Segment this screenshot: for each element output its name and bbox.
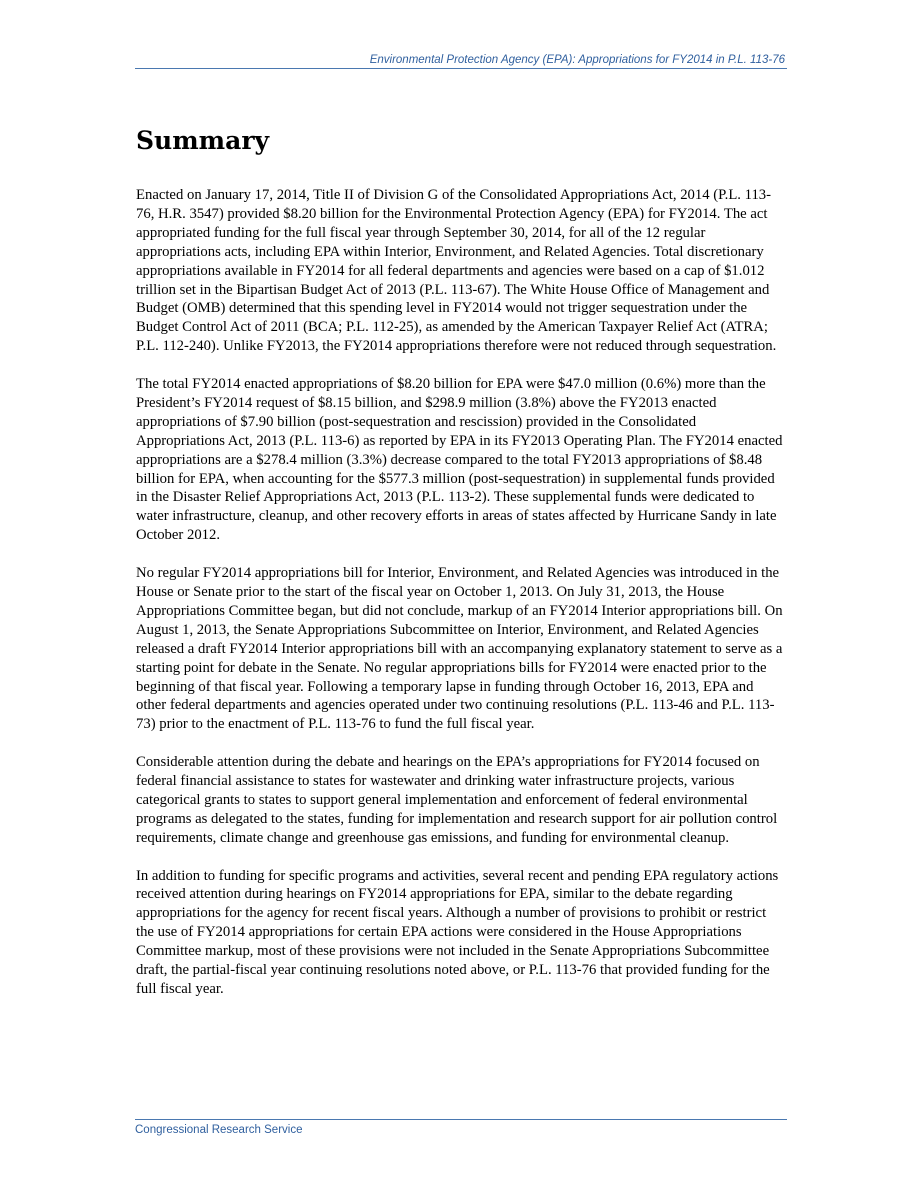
paragraph-4: Considerable attention during the debate and hearings on the EPA’s appropriations for FY2014 focused on federal financial assistance to states for wastewater and drinking water infrastructure projects, various categorical grants to states to support general implementation and enforcement of federal environmental programs as delegated to the states, funding for implementation and research support for air pollution control requirements, climate change and greenhouse gas emissions, and funding for environmental cleanup. (136, 754, 778, 846)
section-heading: Summary (136, 126, 270, 155)
running-footer (135, 1119, 787, 1136)
header-title: Environmental Protection Agency (EPA): Appropriations for FY2014 in P.L. 113-76 (369, 54, 785, 66)
paragraph-1: Enacted on January 17, 2014, Title II of Division G of the Consolidated Appropriations Act, 2014 (P.L. 113-76, H.R. 3547) provided $8.20 billion for the Environmental Protection Agency (EPA) for FY2014. The act appropriated funding for the full fiscal year through September 30, 2014, for all of the 12 regular appropriations acts, including EPA within Interior, Environment, and Related Agencies. Total discretionary appropriations available in FY2014 for all federal departments and agencies were based on a cap of $1.012 trillion set in the Bipartisan Budget Act of 2013 (P.L. 113-67). The White House Office of Management and Budget (OMB) determined that this spending level in FY2014 would not trigger sequestration under the Budget Control Act of 2011 (BCA; P.L. 112-25), as amended by the American Taxpayer Relief Act (ATRA; P.L. 112-240). Unlike FY2013, the FY2014 appropriations therefore were not reduced through sequestration. (136, 187, 777, 355)
paragraph-5: In addition to funding for specific programs and activities, several recent and pending EPA regulatory actions received attention during hearings on FY2014 appropriations for EPA, similar to the debate regarding appropriations for the agency for recent fiscal years. Although a number of provisions to prohibit or restrict the use of FY2014 appropriations for certain EPA actions were considered in the House Appropriations Committee markup, most of these provisions were not included in the Senate Appropriations Subcommittee draft, the partial-fiscal year continuing resolutions noted above, or P.L. 113-76 that provided funding for the full fiscal year. (136, 867, 779, 997)
footer-text: Congressional Research Service (135, 1124, 303, 1136)
paragraph-3: No regular FY2014 appropriations bill for Interior, Environment, and Related Agencies was introduced in the House or Senate prior to the start of the fiscal year on October 1, 2013. On July 31, 2013, the House Appropriations Committee began, but did not conclude, markup of an FY2014 Interior appropriations bill. On August 1, 2013, the Senate Appropriations Subcommittee on Interior, Environment, and Related Agencies released a draft FY2014 Interior appropriations bill with an accompanying explanatory statement to serve as a starting point for debate in the Senate. No regular appropriations bills for FY2014 were enacted prior to the beginning of that fiscal year. Following a temporary lapse in funding through October 16, 2013, EPA and other federal departments and agencies operated under two continuing resolutions (P.L. 113-46 and P.L. 113-73) prior to the enactment of P.L. 113-76 to fund the full fiscal year. (136, 565, 783, 733)
document-body (136, 122, 786, 1018)
running-header (135, 52, 787, 69)
paragraph-2: The total FY2014 enacted appropriations of $8.20 billion for EPA were $47.0 million (0.6%) more than the President’s FY2014 request of $8.15 billion, and $298.9 million (3.8%) above the FY2013 enacted appropriations of $7.90 billion (post-sequestration and rescission) provided in the Consolidated Appropriations Act, 2013 (P.L. 113-6) as reported by EPA in its FY2013 Operating Plan. The FY2014 enacted appropriations are a $278.4 million (3.3%) decrease compared to the total FY2013 appropriations of $8.48 billion for EPA, when accounting for the $577.3 million (post-sequestration) in supplemental funds provided in the Disaster Relief Appropriations Act, 2013 (P.L. 113-2). These supplemental funds were dedicated to water infrastructure, cleanup, and other recovery efforts in areas of states affected by Hurricane Sandy in late October 2012. (136, 376, 783, 544)
